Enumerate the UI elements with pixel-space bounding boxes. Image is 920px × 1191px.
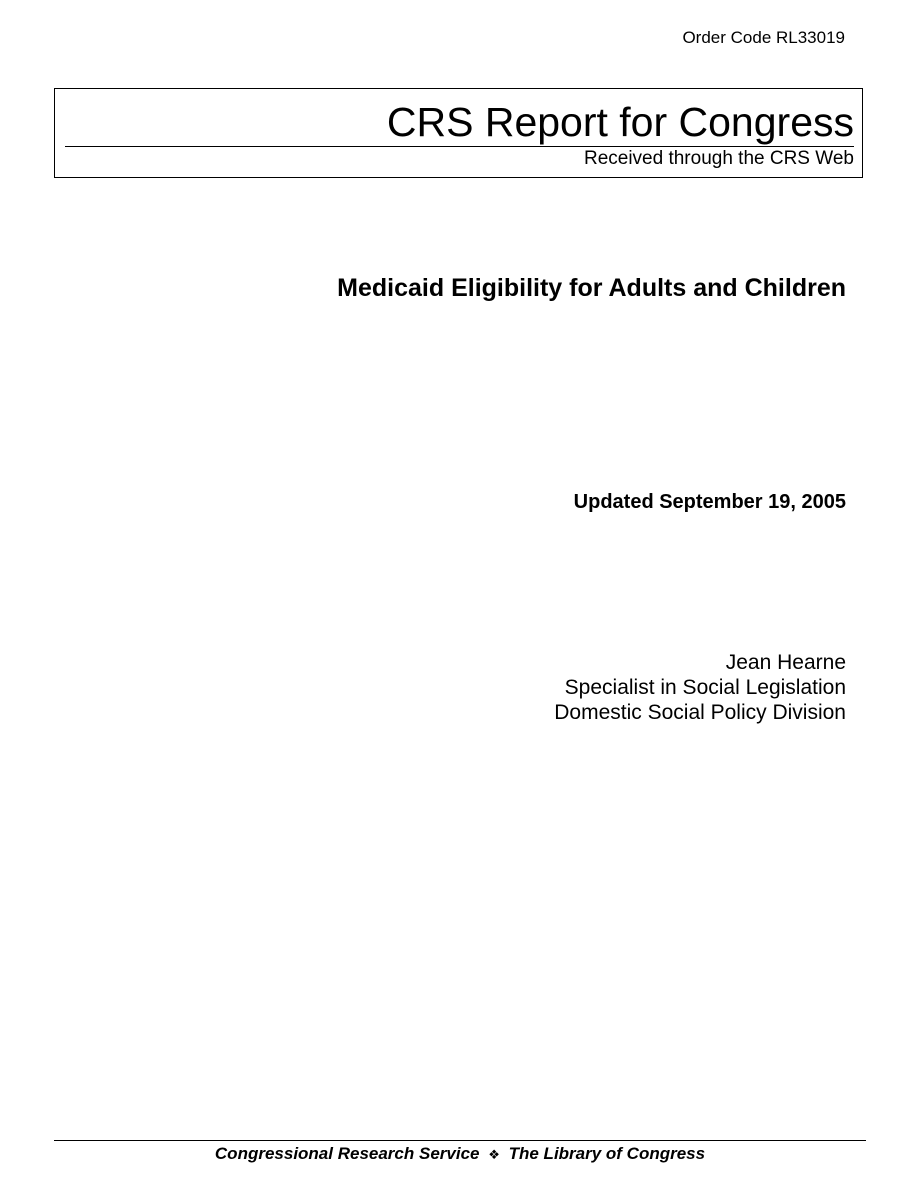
footer-organization: Congressional Research Service bbox=[214, 1144, 480, 1163]
author-block bbox=[554, 650, 846, 725]
report-header-subtitle: Received through the CRS Web bbox=[583, 148, 854, 169]
diamond-separator-icon: ❖ bbox=[488, 1148, 500, 1163]
report-header-box bbox=[54, 88, 863, 178]
footer bbox=[54, 1143, 866, 1167]
header-divider bbox=[65, 146, 854, 147]
author-position: Specialist in Social Legislation bbox=[564, 676, 846, 699]
order-code: Order Code RL33019 bbox=[682, 28, 845, 47]
report-header-title: CRS Report for Congress bbox=[386, 99, 854, 145]
document-title: Medicaid Eligibility for Adults and Children bbox=[337, 274, 846, 302]
author-name: Jean Hearne bbox=[725, 651, 846, 674]
updated-date: Updated September 19, 2005 bbox=[573, 491, 846, 513]
author-division: Domestic Social Policy Division bbox=[554, 701, 846, 724]
footer-divider bbox=[54, 1140, 866, 1141]
footer-library: The Library of Congress bbox=[508, 1144, 706, 1163]
